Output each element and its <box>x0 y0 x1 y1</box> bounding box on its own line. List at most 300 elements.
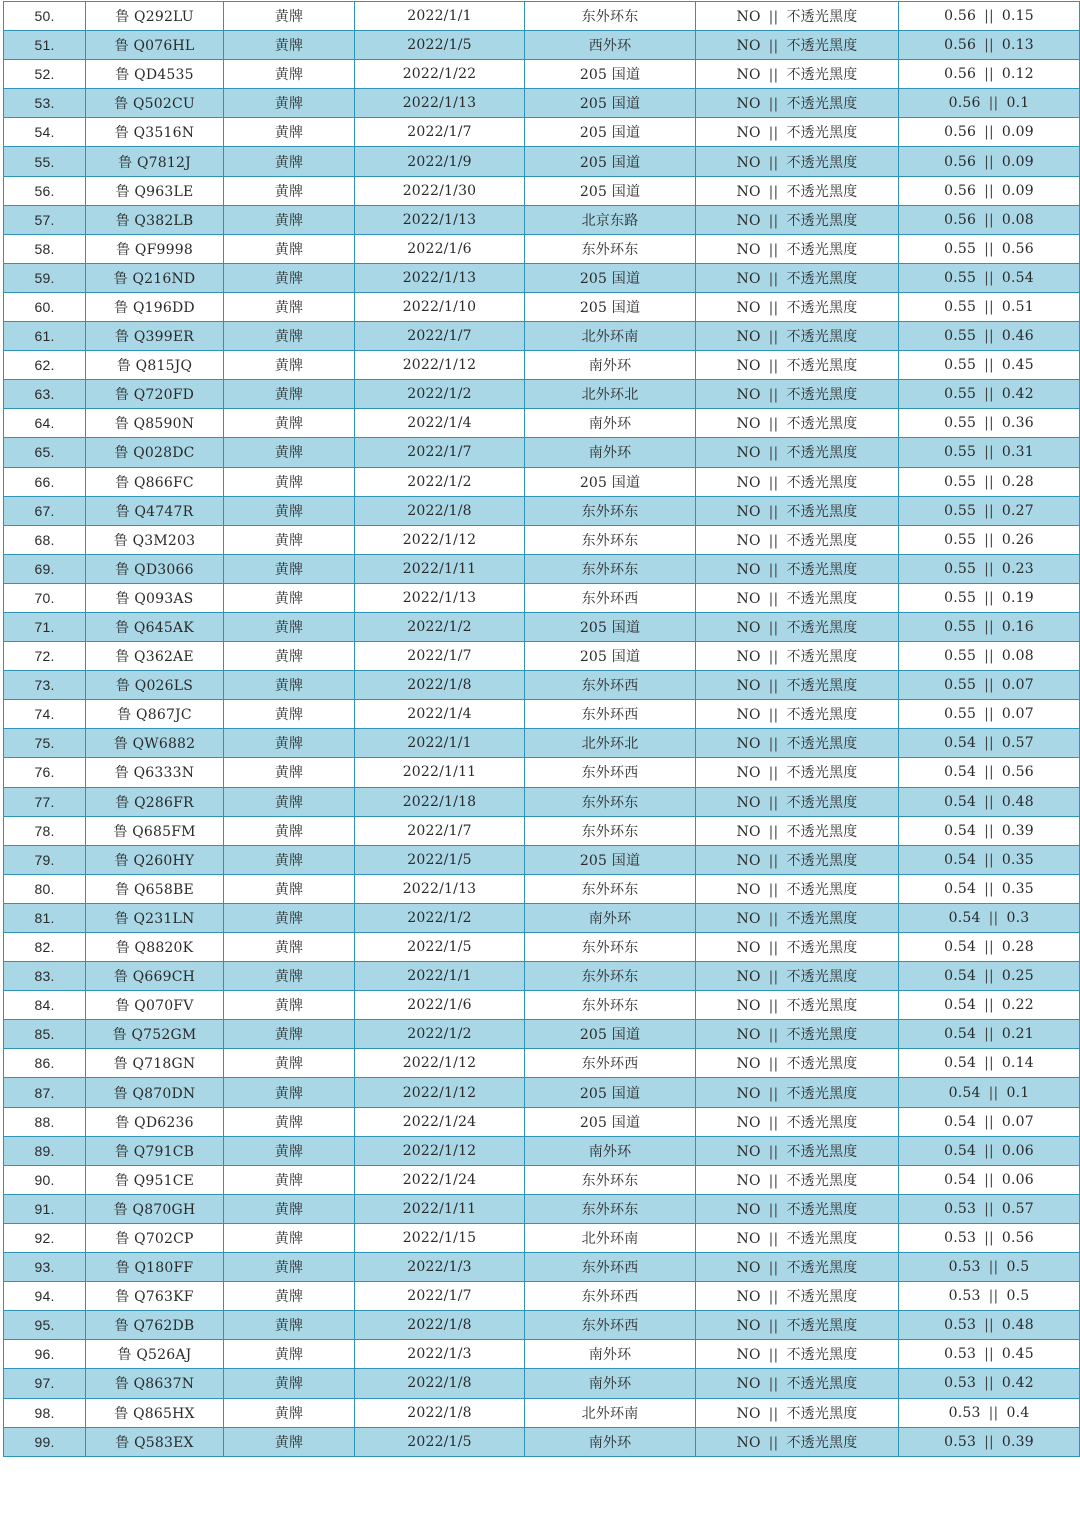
separator: || <box>768 183 779 200</box>
plate-number: 鲁 Q718GN <box>86 1049 224 1078</box>
table-row <box>4 554 1080 583</box>
separator: || <box>984 968 994 985</box>
row-number: 79. <box>4 845 86 874</box>
result-cell <box>696 1369 899 1398</box>
result-value: NO <box>736 1143 761 1160</box>
result-cell <box>696 1165 899 1194</box>
plate-color: 黄牌 <box>224 787 355 816</box>
road-location: 东外环西 <box>525 671 696 700</box>
road-location: 东外环西 <box>525 1282 696 1311</box>
result-value: NO <box>736 1260 761 1277</box>
inspection-date: 2022/1/18 <box>355 787 525 816</box>
separator: || <box>984 648 994 665</box>
road-location: 205 国道 <box>525 118 696 147</box>
result-cell <box>696 1311 899 1340</box>
road-location: 205 国道 <box>525 292 696 321</box>
values-cell <box>899 147 1080 176</box>
road-location: 北外环南 <box>525 322 696 351</box>
table-row <box>4 1049 1080 1078</box>
separator: || <box>768 1143 779 1160</box>
separator: || <box>768 765 779 782</box>
inspection-date: 2022/1/7 <box>355 816 525 845</box>
plate-color: 黄牌 <box>224 962 355 991</box>
table-row <box>4 263 1080 292</box>
test-item: 不透光黑度 <box>786 620 858 637</box>
result-cell <box>696 380 899 409</box>
inspection-date: 2022/1/12 <box>355 1136 525 1165</box>
measured-value: 0.12 <box>1001 66 1034 83</box>
road-location: 205 国道 <box>525 845 696 874</box>
limit-value: 0.55 <box>944 706 977 723</box>
values-cell <box>899 1020 1080 1049</box>
separator: || <box>768 1347 779 1364</box>
separator: || <box>768 38 779 55</box>
plate-color: 黄牌 <box>224 322 355 351</box>
separator: || <box>984 822 994 839</box>
plate-color: 黄牌 <box>224 1136 355 1165</box>
separator: || <box>988 909 999 926</box>
row-number: 90. <box>4 1165 86 1194</box>
row-number: 50. <box>4 2 86 31</box>
test-item: 不透光黑度 <box>786 474 858 491</box>
row-number: 67. <box>4 496 86 525</box>
table-row <box>4 845 1080 874</box>
inspection-date: 2022/1/3 <box>355 1340 525 1369</box>
result-value: NO <box>736 1027 761 1044</box>
separator: || <box>984 531 994 548</box>
test-item: 不透光黑度 <box>786 1172 858 1189</box>
road-location: 东外环东 <box>525 991 696 1020</box>
limit-value: 0.53 <box>948 1259 981 1276</box>
limit-value: 0.53 <box>944 1433 977 1450</box>
plate-color: 黄牌 <box>224 525 355 554</box>
values-cell <box>899 612 1080 641</box>
limit-value: 0.55 <box>944 357 977 374</box>
separator: || <box>984 589 994 606</box>
values-cell <box>899 1398 1080 1427</box>
inspection-results-table <box>3 1 1080 1457</box>
result-cell <box>696 1340 899 1369</box>
separator: || <box>984 1026 994 1043</box>
plate-number: 鲁 Q867JC <box>86 700 224 729</box>
table-row <box>4 671 1080 700</box>
result-cell <box>696 1107 899 1136</box>
plate-color: 黄牌 <box>224 700 355 729</box>
plate-number: 鲁 Q866FC <box>86 467 224 496</box>
measured-value: 0.45 <box>1001 357 1034 374</box>
result-value: NO <box>736 881 761 898</box>
test-item: 不透光黑度 <box>786 9 858 26</box>
separator: || <box>768 1085 779 1102</box>
test-item: 不透光黑度 <box>786 1376 858 1393</box>
limit-value: 0.55 <box>944 619 977 636</box>
road-location: 南外环 <box>525 351 696 380</box>
row-number: 77. <box>4 787 86 816</box>
test-item: 不透光黑度 <box>786 561 858 578</box>
result-cell <box>696 991 899 1020</box>
plate-color: 黄牌 <box>224 1369 355 1398</box>
result-cell <box>696 147 899 176</box>
separator: || <box>984 211 994 228</box>
road-location: 东外环东 <box>525 1194 696 1223</box>
table-row <box>4 1311 1080 1340</box>
plate-color: 黄牌 <box>224 1223 355 1252</box>
values-cell <box>899 205 1080 234</box>
table-row <box>4 1282 1080 1311</box>
limit-value: 0.54 <box>944 793 977 810</box>
values-cell <box>899 1078 1080 1107</box>
plate-color: 黄牌 <box>224 234 355 263</box>
table-row <box>4 758 1080 787</box>
road-location: 东外环西 <box>525 1253 696 1282</box>
limit-value: 0.54 <box>944 997 977 1014</box>
values-cell <box>899 89 1080 118</box>
inspection-date: 2022/1/22 <box>355 60 525 89</box>
test-item: 不透光黑度 <box>786 940 858 957</box>
row-number: 59. <box>4 263 86 292</box>
measured-value: 0.1 <box>1006 1084 1030 1101</box>
measured-value: 0.56 <box>1001 240 1034 257</box>
result-cell <box>696 1282 899 1311</box>
test-item: 不透光黑度 <box>786 590 858 607</box>
inspection-date: 2022/1/5 <box>355 1427 525 1456</box>
plate-color: 黄牌 <box>224 438 355 467</box>
separator: || <box>984 1375 994 1392</box>
table-row <box>4 60 1080 89</box>
result-cell <box>696 1253 899 1282</box>
inspection-date: 2022/1/11 <box>355 758 525 787</box>
row-number: 56. <box>4 176 86 205</box>
inspection-date: 2022/1/12 <box>355 1049 525 1078</box>
inspection-date: 2022/1/11 <box>355 1194 525 1223</box>
limit-value: 0.55 <box>944 531 977 548</box>
road-location: 205 国道 <box>525 263 696 292</box>
separator: || <box>768 9 779 26</box>
result-value: NO <box>736 1289 761 1306</box>
test-item: 不透光黑度 <box>786 1201 858 1218</box>
plate-number: 鲁 Q763KF <box>86 1282 224 1311</box>
result-cell <box>696 2 899 31</box>
separator: || <box>984 764 994 781</box>
inspection-date: 2022/1/2 <box>355 903 525 932</box>
plate-number: 鲁 Q4747R <box>86 496 224 525</box>
result-cell <box>696 962 899 991</box>
separator: || <box>984 1229 994 1246</box>
test-item: 不透光黑度 <box>786 1405 858 1422</box>
separator: || <box>768 358 779 375</box>
test-item: 不透光黑度 <box>786 707 858 724</box>
plate-color: 黄牌 <box>224 642 355 671</box>
result-cell <box>696 1194 899 1223</box>
road-location: 205 国道 <box>525 1078 696 1107</box>
table-row <box>4 787 1080 816</box>
result-value: NO <box>736 416 761 433</box>
test-item: 不透光黑度 <box>786 183 858 200</box>
separator: || <box>984 1433 994 1450</box>
measured-value: 0.14 <box>1001 1055 1034 1072</box>
result-value: NO <box>736 358 761 375</box>
inspection-date: 2022/1/24 <box>355 1165 525 1194</box>
plate-color: 黄牌 <box>224 31 355 60</box>
test-item: 不透光黑度 <box>786 1085 858 1102</box>
row-number: 84. <box>4 991 86 1020</box>
values-cell <box>899 671 1080 700</box>
measured-value: 0.25 <box>1001 968 1034 985</box>
road-location: 205 国道 <box>525 612 696 641</box>
measured-value: 0.57 <box>1001 735 1034 752</box>
table-row <box>4 1427 1080 1456</box>
separator: || <box>768 940 779 957</box>
road-location: 205 国道 <box>525 89 696 118</box>
plate-number: 鲁 Q762DB <box>86 1311 224 1340</box>
values-cell <box>899 642 1080 671</box>
result-cell <box>696 409 899 438</box>
values-cell <box>899 351 1080 380</box>
road-location: 东外环西 <box>525 583 696 612</box>
result-value: NO <box>736 561 761 578</box>
road-location: 西外环 <box>525 31 696 60</box>
result-value: NO <box>736 998 761 1015</box>
measured-value: 0.07 <box>1001 1113 1034 1130</box>
row-number: 71. <box>4 612 86 641</box>
measured-value: 0.42 <box>1001 386 1034 403</box>
result-value: NO <box>736 969 761 986</box>
plate-color: 黄牌 <box>224 933 355 962</box>
limit-value: 0.54 <box>944 1055 977 1072</box>
row-number: 65. <box>4 438 86 467</box>
measured-value: 0.39 <box>1001 822 1034 839</box>
separator: || <box>984 153 994 170</box>
limit-value: 0.55 <box>944 648 977 665</box>
result-cell <box>696 176 899 205</box>
limit-value: 0.54 <box>944 939 977 956</box>
plate-color: 黄牌 <box>224 1398 355 1427</box>
test-item: 不透光黑度 <box>786 125 858 142</box>
road-location: 北外环南 <box>525 1223 696 1252</box>
inspection-date: 2022/1/3 <box>355 1253 525 1282</box>
limit-value: 0.55 <box>944 502 977 519</box>
inspection-date: 2022/1/7 <box>355 118 525 147</box>
plate-number: 鲁 Q658BE <box>86 874 224 903</box>
limit-value: 0.54 <box>944 851 977 868</box>
row-number: 89. <box>4 1136 86 1165</box>
result-cell <box>696 1049 899 1078</box>
table-row <box>4 409 1080 438</box>
result-value: NO <box>736 1434 761 1451</box>
road-location: 南外环 <box>525 438 696 467</box>
separator: || <box>768 1405 779 1422</box>
row-number: 93. <box>4 1253 86 1282</box>
limit-value: 0.53 <box>944 1375 977 1392</box>
inspection-date: 2022/1/24 <box>355 1107 525 1136</box>
test-item: 不透光黑度 <box>786 852 858 869</box>
row-number: 68. <box>4 525 86 554</box>
road-location: 北外环北 <box>525 729 696 758</box>
table-row <box>4 89 1080 118</box>
plate-color: 黄牌 <box>224 845 355 874</box>
road-location: 东外环东 <box>525 816 696 845</box>
result-cell <box>696 554 899 583</box>
measured-value: 0.06 <box>1001 1142 1034 1159</box>
result-cell <box>696 263 899 292</box>
plate-number: 鲁 Q526AJ <box>86 1340 224 1369</box>
road-location: 南外环 <box>525 903 696 932</box>
separator: || <box>984 1055 994 1072</box>
result-cell <box>696 903 899 932</box>
measured-value: 0.48 <box>1001 793 1034 810</box>
measured-value: 0.39 <box>1001 1433 1034 1450</box>
separator: || <box>768 852 779 869</box>
table-row <box>4 525 1080 554</box>
measured-value: 0.21 <box>1001 1026 1034 1043</box>
test-item: 不透光黑度 <box>786 1143 858 1160</box>
separator: || <box>984 8 994 25</box>
separator: || <box>768 96 779 113</box>
plate-color: 黄牌 <box>224 991 355 1020</box>
measured-value: 0.27 <box>1001 502 1034 519</box>
table-row <box>4 700 1080 729</box>
inspection-date: 2022/1/15 <box>355 1223 525 1252</box>
measured-value: 0.19 <box>1001 589 1034 606</box>
test-item: 不透光黑度 <box>786 329 858 346</box>
result-cell <box>696 729 899 758</box>
plate-color: 黄牌 <box>224 409 355 438</box>
inspection-date: 2022/1/13 <box>355 205 525 234</box>
road-location: 东外环东 <box>525 962 696 991</box>
measured-value: 0.26 <box>1001 531 1034 548</box>
plate-number: 鲁 Q645AK <box>86 612 224 641</box>
result-value: NO <box>736 910 761 927</box>
inspection-date: 2022/1/4 <box>355 409 525 438</box>
separator: || <box>768 445 779 462</box>
table-row <box>4 234 1080 263</box>
measured-value: 0.07 <box>1001 706 1034 723</box>
separator: || <box>768 1172 779 1189</box>
result-cell <box>696 700 899 729</box>
values-cell <box>899 700 1080 729</box>
measured-value: 0.35 <box>1001 851 1034 868</box>
limit-value: 0.55 <box>944 269 977 286</box>
road-location: 东外环东 <box>525 525 696 554</box>
test-item: 不透光黑度 <box>786 241 858 258</box>
road-location: 205 国道 <box>525 147 696 176</box>
values-cell <box>899 933 1080 962</box>
measured-value: 0.5 <box>1006 1288 1030 1305</box>
test-item: 不透光黑度 <box>786 38 858 55</box>
test-item: 不透光黑度 <box>786 67 858 84</box>
result-cell <box>696 496 899 525</box>
measured-value: 0.56 <box>1001 764 1034 781</box>
plate-number: 鲁 Q791CB <box>86 1136 224 1165</box>
limit-value: 0.55 <box>944 589 977 606</box>
separator: || <box>984 880 994 897</box>
plate-color: 黄牌 <box>224 147 355 176</box>
test-item: 不透光黑度 <box>786 1289 858 1306</box>
values-cell <box>899 874 1080 903</box>
values-cell <box>899 409 1080 438</box>
plate-number: 鲁 Q231LN <box>86 903 224 932</box>
road-location: 东外环东 <box>525 496 696 525</box>
road-location: 东外环东 <box>525 234 696 263</box>
limit-value: 0.56 <box>944 153 977 170</box>
test-item: 不透光黑度 <box>786 910 858 927</box>
inspection-date: 2022/1/7 <box>355 322 525 351</box>
values-cell <box>899 1369 1080 1398</box>
result-cell <box>696 671 899 700</box>
plate-number: 鲁 Q815JQ <box>86 351 224 380</box>
inspection-date: 2022/1/5 <box>355 31 525 60</box>
row-number: 82. <box>4 933 86 962</box>
result-value: NO <box>736 38 761 55</box>
result-cell <box>696 874 899 903</box>
values-cell <box>899 729 1080 758</box>
plate-number: 鲁 Q216ND <box>86 263 224 292</box>
row-number: 58. <box>4 234 86 263</box>
values-cell <box>899 1223 1080 1252</box>
row-number: 63. <box>4 380 86 409</box>
result-cell <box>696 1223 899 1252</box>
test-item: 不透光黑度 <box>786 1260 858 1277</box>
measured-value: 0.28 <box>1001 473 1034 490</box>
result-value: NO <box>736 1114 761 1131</box>
table-row <box>4 612 1080 641</box>
values-cell <box>899 1194 1080 1223</box>
inspection-date: 2022/1/8 <box>355 496 525 525</box>
result-value: NO <box>736 852 761 869</box>
table-row <box>4 816 1080 845</box>
values-cell <box>899 845 1080 874</box>
test-item: 不透光黑度 <box>786 881 858 898</box>
table-row <box>4 31 1080 60</box>
separator: || <box>768 241 779 258</box>
measured-value: 0.15 <box>1001 8 1034 25</box>
result-value: NO <box>736 1230 761 1247</box>
inspection-date: 2022/1/6 <box>355 234 525 263</box>
road-location: 东外环东 <box>525 933 696 962</box>
row-number: 70. <box>4 583 86 612</box>
plate-number: 鲁 Q026LS <box>86 671 224 700</box>
values-cell <box>899 1253 1080 1282</box>
separator: || <box>768 1376 779 1393</box>
row-number: 72. <box>4 642 86 671</box>
plate-number: 鲁 Q502CU <box>86 89 224 118</box>
separator: || <box>768 299 779 316</box>
table-row <box>4 176 1080 205</box>
result-value: NO <box>736 532 761 549</box>
measured-value: 0.42 <box>1001 1375 1034 1392</box>
row-number: 78. <box>4 816 86 845</box>
inspection-date: 2022/1/1 <box>355 962 525 991</box>
inspection-date: 2022/1/1 <box>355 729 525 758</box>
plate-color: 黄牌 <box>224 60 355 89</box>
limit-value: 0.55 <box>944 473 977 490</box>
test-item: 不透光黑度 <box>786 736 858 753</box>
measured-value: 0.16 <box>1001 619 1034 636</box>
table-row <box>4 1223 1080 1252</box>
limit-value: 0.56 <box>948 95 981 112</box>
plate-color: 黄牌 <box>224 467 355 496</box>
separator: || <box>984 182 994 199</box>
separator: || <box>768 1230 779 1247</box>
plate-number: 鲁 QF9998 <box>86 234 224 263</box>
separator: || <box>768 1289 779 1306</box>
separator: || <box>984 939 994 956</box>
limit-value: 0.54 <box>944 968 977 985</box>
result-value: NO <box>736 823 761 840</box>
limit-value: 0.55 <box>944 386 977 403</box>
separator: || <box>984 37 994 54</box>
plate-number: 鲁 Q870GH <box>86 1194 224 1223</box>
